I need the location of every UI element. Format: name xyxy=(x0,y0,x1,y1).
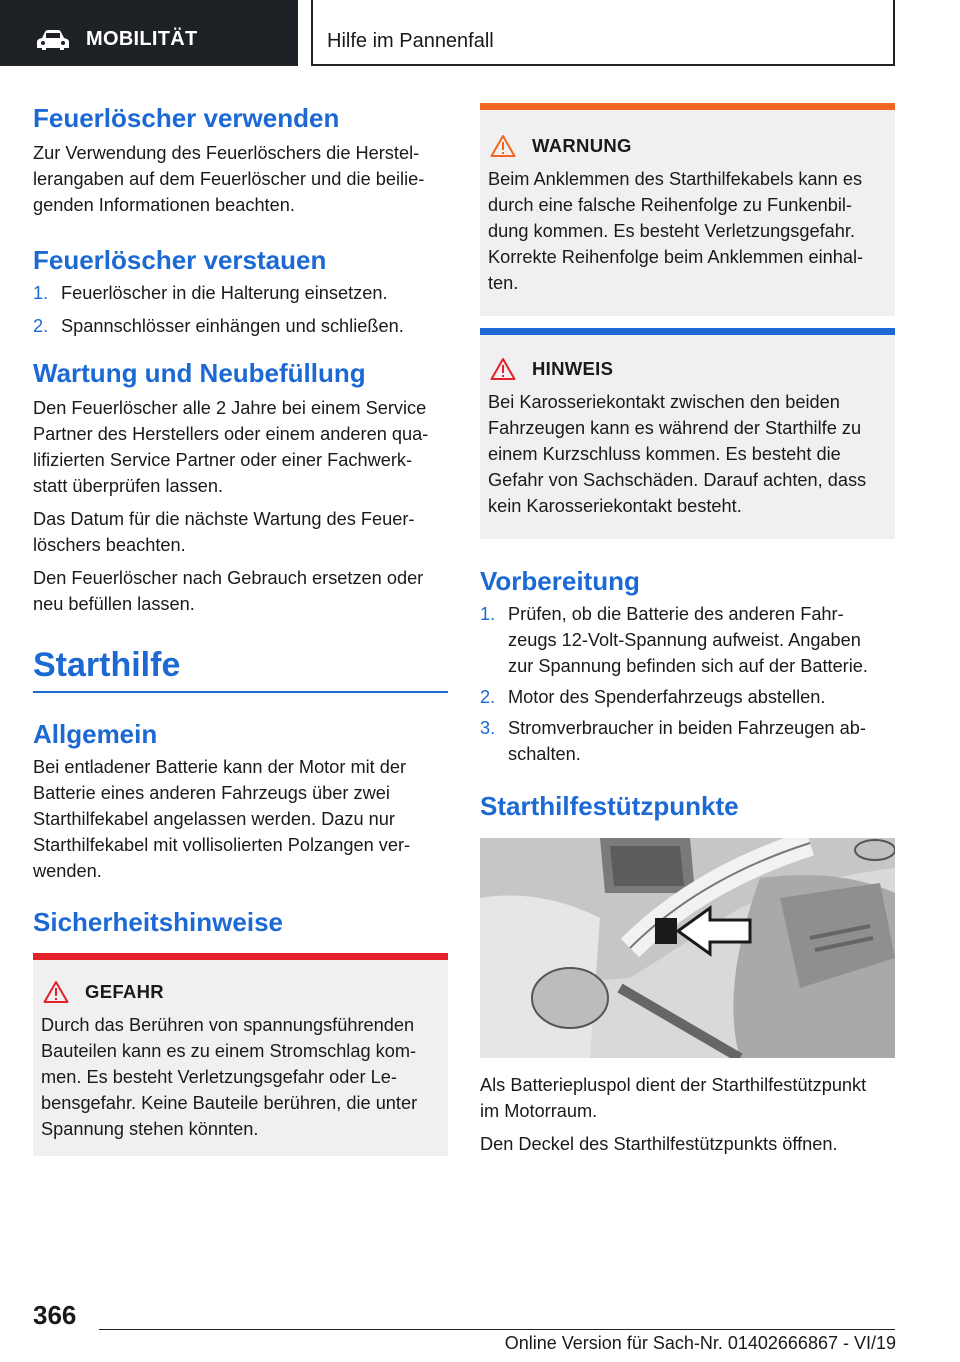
heading-allgemein: Allgemein xyxy=(33,719,158,749)
chapter-title: Hilfe im Pannenfall xyxy=(327,30,494,52)
footer-rule xyxy=(99,1329,895,1330)
vorbereitung-list xyxy=(480,601,895,767)
notice-title: HINWEIS xyxy=(532,358,614,379)
heading-rule xyxy=(33,691,448,693)
warning-triangle-icon xyxy=(43,980,69,1004)
chapter-heading-starthilfe: Starthilfe xyxy=(33,646,181,684)
footer-text: Online Version für Sach-Nr. 01402666867 - VI/19 xyxy=(504,1333,896,1353)
warning-box xyxy=(480,103,895,316)
section-tab xyxy=(0,0,298,66)
warning-triangle-icon xyxy=(490,134,516,158)
list-item: 1. Feuerlöscher in die Halterung einsetzen. xyxy=(33,283,388,303)
text-wartung-2: Das Datum für die nächste Wartung des Feuer- löschers beachten. xyxy=(33,509,415,555)
warning-text: Beim Anklemmen des Starthilfekabels kann es durch eine falsche Reihenfolge zu Funkenbil- dung kommen. Es besteht Verletzungsgefahr. Korrekte Reihenfolge beim Anklemmen einhal- ten. xyxy=(488,169,864,293)
notice-bar xyxy=(480,328,895,335)
text-verwenden: Zur Verwendung des Feuerlöschers die Herstel- lerangaben auf dem Feuerlöscher und die beilie- genden Informationen beachten. xyxy=(33,143,425,215)
heading-feuerloescher-verwenden: Feuerlöscher verwenden xyxy=(33,103,340,133)
list-item: 3. Stromverbraucher in beiden Fahrzeugen ab- schalten. xyxy=(480,718,866,764)
notice-text: Bei Karosseriekontakt zwischen den beiden Fahrzeugen kann es während der Starthilfe zu einem Kurzschluss kommen. Es besteht die Gefahr von Sachschäden. Darauf achten, dass kein Karosseriekontakt besteht. xyxy=(488,392,867,516)
text-stuetzpunkt-1: Als Batteriepluspol dient der Starthilfestützpunkt im Motorraum. xyxy=(480,1075,867,1121)
heading-sicherheitshinweise: Sicherheitshinweise xyxy=(33,907,283,937)
list-item: 1. Prüfen, ob die Batterie des anderen Fahr- zeugs 12-Volt-Spannung aufweist. Angaben zur Spannung befinden sich auf der Batterie. xyxy=(480,604,868,676)
text-stuetzpunkt-2: Den Deckel des Starthilfestützpunkts öffnen. xyxy=(480,1134,838,1154)
heading-vorbereitung: Vorbereitung xyxy=(480,566,640,596)
text-wartung-3: Den Feuerlöscher nach Gebrauch ersetzen oder neu befüllen lassen. xyxy=(33,568,424,614)
verstauen-list xyxy=(33,280,448,339)
danger-box xyxy=(33,953,448,1156)
list-item: 2. Motor des Spenderfahrzeugs abstellen. xyxy=(480,687,826,707)
list-item: 2. Spannschlösser einhängen und schließen. xyxy=(33,316,404,336)
warning-title: WARNUNG xyxy=(532,135,632,156)
heading-wartung: Wartung und Neubefüllung xyxy=(33,358,366,388)
warning-triangle-icon xyxy=(490,357,516,381)
left-column xyxy=(33,100,448,1156)
danger-text: Durch das Berühren von spannungsführenden Bauteilen kann es zu einem Stromschlag kom- men. Es besteht Verletzungsgefahr oder Le- bensgefahr. Keine Bauteile berühren, die unter Spannung stehen könnten. xyxy=(41,1015,418,1139)
right-column xyxy=(480,103,895,1157)
heading-starthilfestuetzpunkte: Starthilfestützpunkte xyxy=(480,791,739,821)
section-title: MOBILITÄT xyxy=(86,28,198,50)
heading-feuerloescher-verstauen: Feuerlöscher verstauen xyxy=(33,245,327,275)
text-allgemein: Bei entladener Batterie kann der Motor mit der Batterie eines anderen Fahrzeugs über zwei Starthilfekabel angelassen werden. Dazu nur Starthilfekabel mit vollisolierten Polzangen ver- wenden. xyxy=(33,757,411,881)
warning-bar xyxy=(480,103,895,110)
car-icon xyxy=(36,28,70,52)
chapter-tab xyxy=(311,0,895,66)
notice-box xyxy=(480,328,895,539)
text-wartung-1: Den Feuerlöscher alle 2 Jahre bei einem Service Partner des Herstellers oder einem anderen qua- lifizierten Service Partner oder einer Fachwerk- statt überprüfen lassen. xyxy=(33,398,429,496)
engine-bay-photo xyxy=(480,838,895,1058)
danger-title: GEFAHR xyxy=(85,981,164,1002)
page-number: 366 xyxy=(33,1300,77,1330)
danger-bar xyxy=(33,953,448,960)
